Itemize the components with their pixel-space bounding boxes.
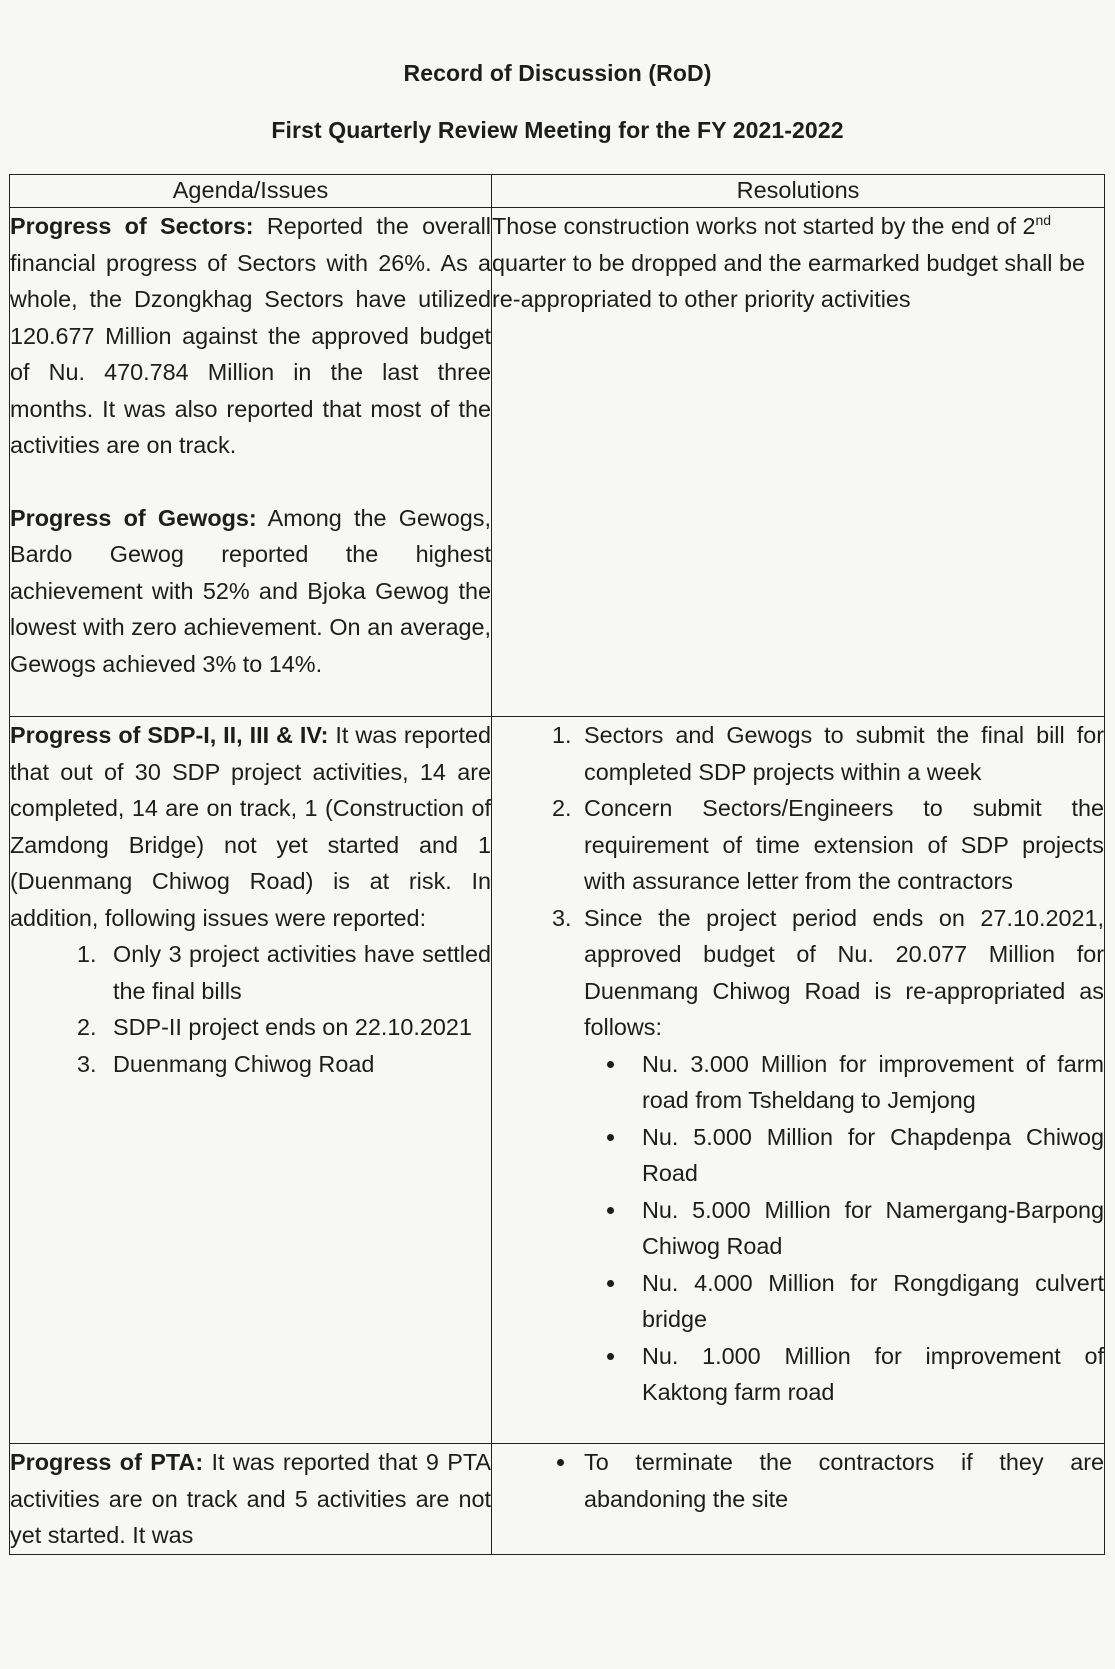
sdp-resolutions-list — [492, 717, 1104, 1411]
list-item: • Nu. 4.000 Million for Rongdigang culvert bridge — [628, 1265, 1104, 1338]
gewogs-lead: Progress of Gewogs: — [10, 504, 257, 531]
sdp-text: It was reported that out of 30 SDP project activities, 14 are completed, 14 are on track, 1 (Construction of Zamdong Bridge) not yet started and 1 (Duenmang Chiwog Road) is at risk. In addition, following issues were reported: — [10, 722, 491, 931]
table-row — [10, 717, 1105, 1444]
list-item: 1. Only 3 project activities have settled the final bills — [103, 936, 491, 1009]
pta-lead: Progress of PTA: — [10, 1449, 204, 1475]
sectors-text: Reported the overall financial progress of Sectors with 26%. As a whole, the Dzongkhag Sectors have utilized 120.677 Million against the approved budget of Nu. 470.784 Million in the last three months. It was also reported that most of the activities are on track. — [10, 213, 491, 458]
resolution-text-part2: quarter to be dropped and the earmarked budget shall be re-appropriated to other priority activities — [492, 249, 1085, 312]
table-row — [10, 1444, 1105, 1555]
sdp-issues-list — [10, 936, 491, 1082]
sdp-paragraph — [10, 717, 491, 936]
list-item: 2. SDP-II project ends on 22.10.2021 — [103, 1009, 491, 1046]
resolution-sup: nd — [1035, 212, 1052, 229]
reappropriation-list — [584, 1046, 1104, 1411]
agenda-cell — [10, 1444, 492, 1555]
pta-text: It was reported that 9 PTA activities are on track and 5 activities are not yet started. It was — [10, 1449, 491, 1548]
list-item: • Nu. 5.000 Million for Namergang-Barpong Chiwog Road — [628, 1192, 1104, 1265]
list-item: 2. Concern Sectors/Engineers to submit the requirement of time extension of SDP projects with assurance letter from the contractors — [578, 790, 1104, 900]
pta-paragraph — [10, 1444, 491, 1554]
list-item: • Nu. 1.000 Million for improvement of Kaktong farm road — [628, 1338, 1104, 1411]
sectors-paragraph — [10, 208, 491, 464]
rod-table — [9, 174, 1105, 1555]
table-row — [10, 208, 1105, 717]
list-item: • Nu. 5.000 Million for Chapdenpa Chiwog Road — [628, 1119, 1104, 1192]
pta-resolutions-list — [492, 1444, 1104, 1517]
header-agenda: Agenda/Issues — [10, 175, 492, 208]
document-subtitle: First Quarterly Review Meeting for the FY 2021-2022 — [271, 117, 844, 143]
list-item: 3. Duenmang Chiwog Road — [103, 1046, 491, 1083]
table-header-row — [10, 175, 1105, 208]
resolution-cell — [492, 208, 1105, 717]
sdp-lead: Progress of SDP-I, II, III & IV: — [10, 722, 329, 748]
list-item — [578, 900, 1104, 1411]
list-item: • To terminate the contractors if they are abandoning the site — [578, 1444, 1104, 1517]
list-item: • Nu. 3.000 Million for improvement of farm road from Tsheldang to Jemjong — [628, 1046, 1104, 1119]
list-item-text: Since the project period ends on 27.10.2021, approved budget of Nu. 20.077 Million for Duenmang Chiwog Road is re-appropriated as follows: — [584, 904, 1104, 1040]
resolution-text-part1: Those construction works not started by the end of 2 — [492, 213, 1036, 239]
resolution-cell — [492, 1444, 1105, 1555]
resolution-cell — [492, 717, 1105, 1444]
agenda-cell — [10, 208, 492, 717]
resolution-paragraph — [492, 208, 1104, 318]
sectors-lead: Progress of Sectors: — [10, 213, 254, 239]
document-title: Record of Discussion (RoD) — [403, 60, 712, 86]
header-resolutions: Resolutions — [492, 175, 1105, 208]
agenda-cell — [10, 717, 492, 1444]
gewogs-text: Among the Gewogs, Bardo Gewog reported the highest achievement with 52% and Bjoka Gewog the lowest with zero achievement. On an average, Gewogs achieved 3% to 14%. — [10, 504, 491, 677]
list-item: 1. Sectors and Gewogs to submit the final bill for completed SDP projects within a week — [578, 717, 1104, 790]
gewogs-paragraph — [10, 500, 491, 683]
